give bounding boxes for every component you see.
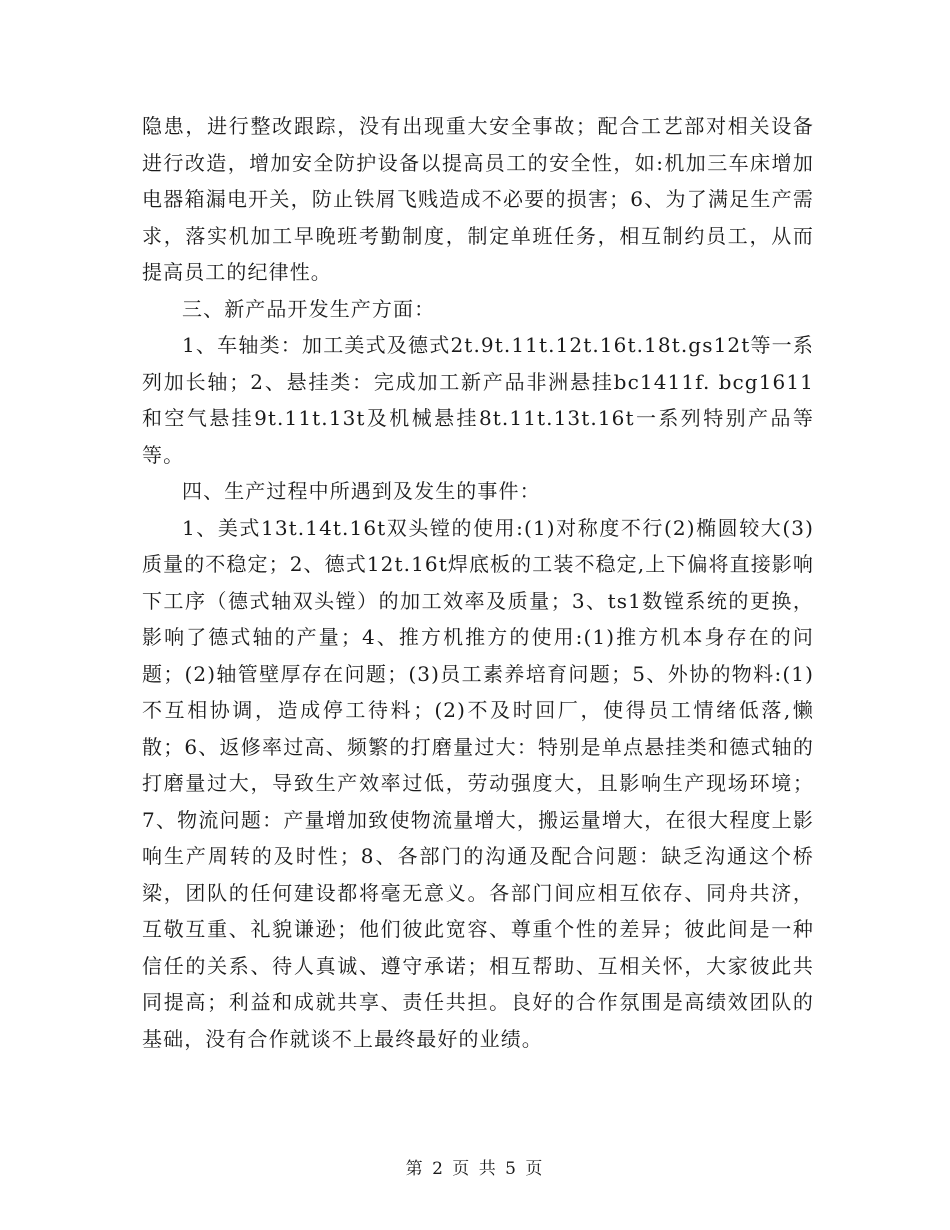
paragraph-production-events: 1、美式13t.14t.16t双头镗的使用:(1)对称度不行(2)椭圆较大(3)质量的不稳定；2、德式12t.16t焊底板的工装不稳定,上下偏将直接影响下工序（德式轴双头镗）的加工效率及质量；3、ts1数镗系统的更换，影响了德式轴的产量；4、推方机推方的使用:(1)推方机本身存在的问题；(2)轴管壁厚存在问题；(3)员工素养培育问题；5、外协的物料:(1)不互相协调，造成停工待料；(2)不及时回厂，使得员工情绪低落,懒散；6、返修率过高、频繁的打磨量过大：特别是单点悬挂类和德式轴的打磨量过大，导致生产效率过低，劳动强度大，且影响生产现场环境；7、物流问题：产量增加致使物流量增大，搬运量增大，在很大程度上影响生产周转的及时性；8、各部门的沟通及配合问题：缺乏沟通这个桥梁，团队的任何建设都将毫无意义。各部门间应相互依存、同舟共济，互敬互重、礼貌谦逊；他们彼此宽容、尊重个性的差异；彼此间是一种信任的关系、待人真诚、遵守承诺；相互帮助、互相关怀，大家彼此共同提高；利益和成就共享、责任共担。良好的合作氛围是高绩效团队的基础，没有合作就谈不上最终最好的业绩。 <box>142 515 815 1051</box>
heading-new-product-development: 三、新产品开发生产方面： <box>182 296 436 321</box>
paragraph-safety-continuation: 隐患，进行整改跟踪，没有出现重大安全事故；配合工艺部对相关设备进行改造，增加安全防护设备以提高员工的安全性，如:机加三车床增加电器箱漏电开关，防止铁屑飞贱造成不必要的损害；6、为了满足生产需求，落实机加工早晚班考勤制度，制定单班任务，相互制约员工，从而 提高员工的纪律性。 <box>142 114 814 284</box>
paragraph-new-products: 1、车轴类：加工美式及德式2t.9t.11t.12t.16t.18t.gs12t等一系列加长轴；2、悬挂类：完成加工新产品非洲悬挂bc1411f. bcg1611和空气悬挂9t.11t.13t及机械悬挂8t.11t.13t.16t一系列特别产品等等。 <box>142 333 814 467</box>
document-body <box>142 108 814 1057</box>
heading-production-events: 四、生产过程中所遇到及发生的事件： <box>182 479 541 503</box>
page-number-footer: 第 2 页 共 5 页 <box>405 1159 545 1179</box>
